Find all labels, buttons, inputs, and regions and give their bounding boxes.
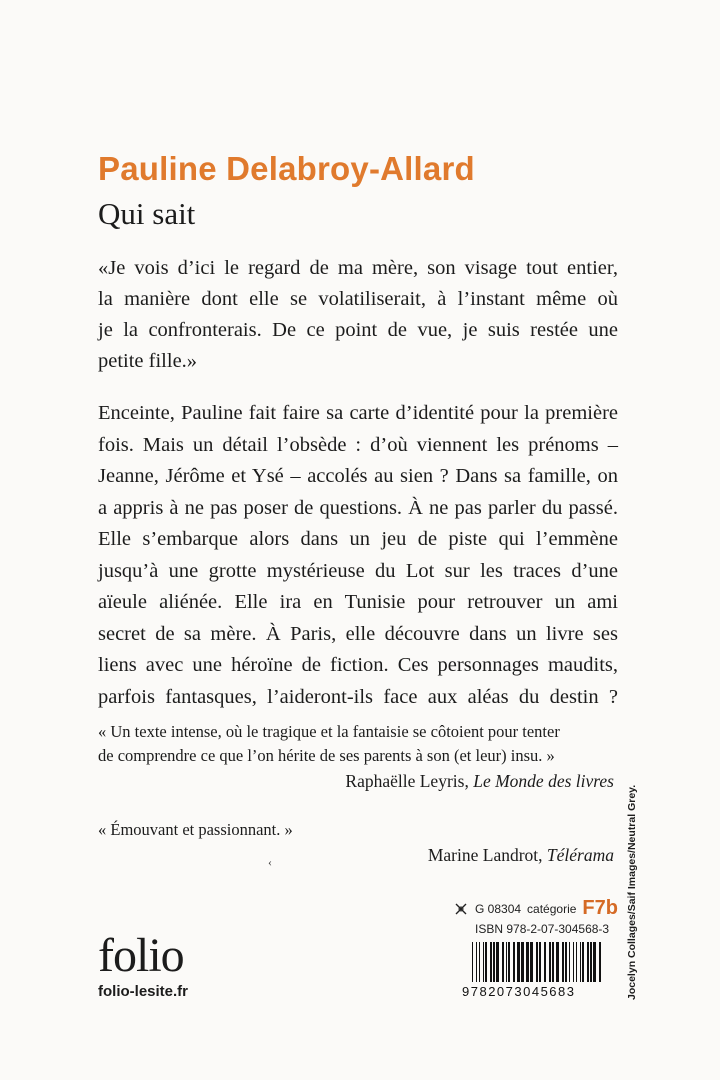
barcode-bar: [526, 942, 529, 982]
publisher-logo: folio: [98, 929, 184, 982]
blurb-line: secret de sa mère. À Paris, elle découvre dans un livre ses: [98, 622, 618, 645]
barcode-info: [453, 897, 618, 936]
publication-name: Le Monde des livres: [473, 771, 614, 791]
barcode-bar: [587, 942, 589, 982]
press-attribution-2: [428, 845, 614, 866]
press-line: de comprendre ce que l’on hérite de ses parents à son (et leur) insu. »: [98, 746, 555, 765]
product-code: G 08304: [475, 901, 522, 916]
blurb-line: Elle s’embarque alors dans un jeu de piste qui l’emmène: [98, 528, 618, 550]
opening-quote: [98, 253, 618, 377]
barcode-bar: [565, 942, 567, 982]
barcode-bar: [483, 942, 484, 982]
barcode-bar: [556, 942, 559, 982]
stray-mark: ‹: [268, 855, 272, 869]
blurb-line: liens avec une héroïne de fiction. Ces personnages maudits,: [98, 654, 618, 676]
barcode-bar: [593, 942, 596, 982]
barcode-bar: [590, 942, 592, 982]
blurb-line: jusqu’à une grotte mystérieuse du Lot sur les traces d’une: [98, 559, 618, 582]
barcode: [460, 940, 610, 1000]
blurb-line: aïeule aliénée. Elle ira en Tunisie pour retrouver un ami: [98, 591, 618, 613]
press-line: « Un texte intense, où le tragique et la fantaisie se côtoient pour tenter: [98, 722, 560, 741]
barcode-bar: [530, 942, 533, 982]
barcode-bar: [539, 942, 541, 982]
publisher-mark-icon: [453, 901, 469, 917]
barcode-bar: [549, 942, 551, 982]
isbn: ISBN 978-2-07-304568-3: [475, 922, 610, 936]
blurb-paragraph: [98, 398, 618, 713]
image-credit: Jocelyn Collages/Saif Images/Neutral Grey.: [626, 784, 638, 1000]
category-code: F7b: [582, 897, 618, 919]
barcode-bar: [493, 942, 495, 982]
barcode-bar: [496, 942, 499, 982]
press-quote-2: [98, 818, 618, 842]
quote-line: petite fille.»: [98, 350, 198, 372]
barcode-bar: [569, 942, 570, 982]
barcode-bar: [576, 942, 577, 982]
barcode-digits: 9782073045683: [462, 984, 576, 999]
author-name: Pauline Delabroy-Allard: [98, 150, 475, 187]
press-quote-1: [98, 720, 618, 768]
barcode-bar: [521, 942, 524, 982]
quote-line: «Je vois d’ici le regard de ma mère, son visage tout entier,: [98, 257, 618, 279]
blurb-line: fois. Mais un détail l’obsède : d’où viennent les prénoms –: [98, 433, 618, 456]
blurb-line: a appris à ne pas poser de questions. À ne pas parler du passé.: [98, 496, 618, 519]
barcode-bar: [476, 942, 477, 982]
barcode-bar: [599, 942, 601, 982]
barcode-bar: [536, 942, 538, 982]
barcode-bar: [517, 942, 520, 982]
barcode-bar: [562, 942, 564, 982]
blurb-line: Jeanne, Jérôme et Ysé – accolés au sien ? Dans sa famille, on: [98, 465, 618, 487]
critic-name: Marine Landrot,: [427, 845, 543, 865]
barcode-bar: [502, 942, 504, 982]
publisher-website: folio-lesite.fr: [98, 983, 189, 1000]
barcode-bar: [544, 942, 546, 982]
barcode-bar: [508, 942, 510, 982]
quote-line: je la confronterais. De ce point de vue, je suis restée une: [98, 319, 618, 341]
blurb-line: parfois fantasques, l’aideront-ils face aux aléas du destin ?: [98, 685, 618, 708]
barcode-bar: [573, 942, 574, 982]
quote-line: la manière dont elle se volatiliserait, à l’instant même où: [98, 288, 618, 310]
barcode-bar: [580, 942, 581, 982]
barcode-bar: [485, 942, 487, 982]
blurb-line: Enceinte, Pauline fait faire sa carte d’identité pour la première: [98, 402, 618, 424]
barcode-bar: [552, 942, 554, 982]
barcode-bar: [513, 942, 515, 982]
barcode-bar: [582, 942, 584, 982]
critic-name: Raphaëlle Leyris,: [345, 771, 469, 791]
press-attribution-1: [345, 771, 614, 792]
book-title: Qui sait: [98, 196, 196, 231]
barcode-bar: [490, 942, 492, 982]
category-label: catégorie: [527, 901, 577, 916]
publication-name: Télérama: [546, 845, 614, 865]
barcode-bar: [506, 942, 507, 982]
barcode-bar: [479, 942, 480, 982]
barcode-bar: [472, 942, 473, 982]
press-line: « Émouvant et passionnant. »: [98, 820, 293, 839]
